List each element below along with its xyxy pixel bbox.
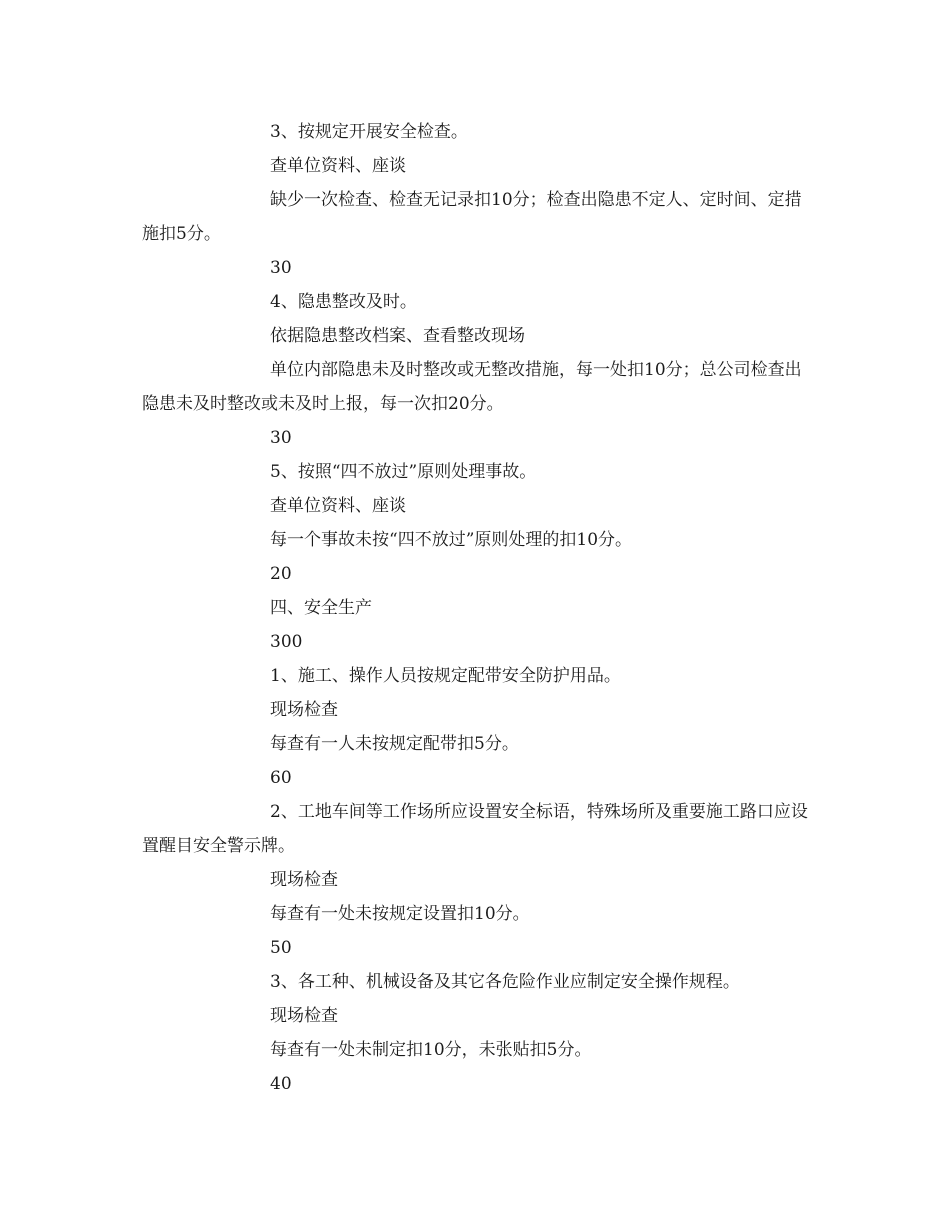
paragraph-method: 现场检查 [270,1006,338,1026]
paragraph-criteria: 单位内部隐患未及时整改或无整改措施，每一处扣10分；总公司检查出隐患未及时整改或未及时上报，每一次扣20分。 [142,360,802,414]
paragraph-score: 50 [270,938,292,958]
paragraph-item-3b-heading: 3、各工种、机械设备及其它各危险作业应制定安全操作规程。 [270,972,740,992]
section-heading-safety-production: 四、安全生产 [270,598,372,618]
paragraph-score: 30 [270,428,292,448]
paragraph-method: 现场检查 [270,700,338,720]
paragraph-score: 60 [270,768,292,788]
paragraph-criteria: 每查有一处未按规定设置扣10分。 [270,904,530,924]
paragraph-method: 查单位资料、座谈 [270,496,406,516]
paragraph-method: 查单位资料、座谈 [270,156,406,176]
paragraph-criteria: 每查有一人未按规定配带扣5分。 [270,734,519,754]
paragraph-method: 依据隐患整改档案、查看整改现场 [270,326,525,346]
paragraph-item-5-heading: 5、按照“四不放过”原则处理事故。 [270,462,537,482]
paragraph-score: 40 [270,1074,292,1094]
paragraph-item-3-heading: 3、按规定开展安全检查。 [270,122,468,142]
paragraph-score: 30 [270,258,292,278]
paragraph-criteria: 缺少一次检查、检查无记录扣10分；检查出隐患不定人、定时间、定措施扣5分。 [142,190,802,244]
paragraph-criteria: 每查有一处未制定扣10分，未张贴扣5分。 [270,1040,592,1060]
paragraph-item-4-heading: 4、隐患整改及时。 [270,292,417,312]
paragraph-item-1-heading: 1、施工、操作人员按规定配带安全防护用品。 [270,666,621,686]
document-body [142,115,812,1101]
section-score: 300 [270,632,303,652]
paragraph-item-2-heading: 2、工地车间等工作场所应设置安全标语，特殊场所及重要施工路口应设置醒目安全警示牌。 [142,802,808,856]
paragraph-method: 现场检查 [270,870,338,890]
paragraph-score: 20 [270,564,292,584]
paragraph-criteria: 每一个事故未按“四不放过”原则处理的扣10分。 [270,530,633,550]
